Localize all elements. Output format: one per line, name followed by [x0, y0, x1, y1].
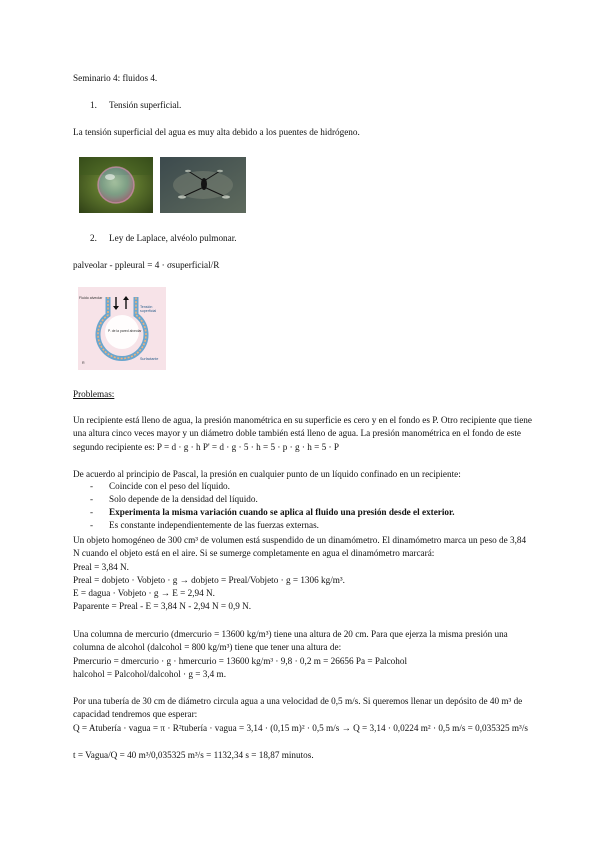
problem1-text: Un recipiente está lleno de agua, la presión manométrica en su superficie es cero y en el fondo es P. Otro recipiente que tiene una altura cinco veces mayor y un diámetro doble también está lleno de agua. La presión manométrica en el fondo de este segundo recipiente es: P = d · g · h P' = d · g · 5 · h = 5 · p · g · h = 5 · P — [73, 415, 532, 452]
problem2-option-4: Es constante independientemente de las fuerzas externas. — [109, 520, 319, 530]
section1-title: Tensión superficial. — [109, 100, 182, 110]
alveolus-diagram — [78, 287, 166, 370]
diagram-label-center: P. de la pared alveolar — [108, 329, 142, 333]
problem2-option-1: Coincide con el peso del líquido. — [109, 481, 230, 491]
problem3-line1: Preal = 3,84 N. — [73, 562, 129, 572]
problem4-line1: Pmercurio = dmercurio · g · hmercurio = 13600 kg/m³ · 9,8 · 0,2 m = 26656 Pa = Palcohol — [73, 656, 408, 666]
problem2-intro: De acuerdo al principio de Pascal, la presión en cualquier punto de un líquido confinado en un recipiente: — [73, 469, 461, 479]
problem5-text: Por una tubería de 30 cm de diámetro circula agua a una velocidad de 0,5 m/s. Si queremos llenar un depósito de 40 m³ de capacidad tendremos que esperar: — [73, 696, 523, 720]
problem4-text: Una columna de mercurio (dmercurio = 13600 kg/m³) tiene una altura de 20 cm. Para que ejerza la misma presión una columna de alcohol (dalcohol = 800 kg/m³) tiene que tener una altura de: — [73, 629, 508, 653]
problem3-line3: E = dagua · Vobjeto · g → E = 2,94 N. — [73, 588, 215, 598]
section2-title: Ley de Laplace, alvéolo pulmonar. — [109, 233, 237, 243]
section2-number: 2. — [90, 233, 97, 243]
problem3-line4: Paparente = Preal - E = 3,84 N - 2,94 N = 0,9 N. — [73, 601, 252, 611]
problem3-text: Un objeto homogéneo de 300 cm³ de volumen está suspendido de un dinamómetro. El dinamómetro marca un peso de 3,84 N cuando el objeto está en el aire. Si se sumerge completamente en agua el dinamómetro marcará: — [73, 535, 527, 559]
diagram-label-left: Fluido alveolar — [79, 296, 103, 300]
section1-number: 1. — [90, 100, 97, 110]
list-bullet: - — [90, 520, 94, 530]
list-bullet: - — [90, 481, 94, 491]
laplace-formula: palveolar - ppleural = 4 · σsuperficial/R — [73, 260, 220, 270]
list-bullet: - — [90, 494, 94, 504]
soap-bubble-photo — [79, 157, 153, 213]
problem5-line2: t = Vagua/Q = 40 m³/0,035325 m³/s = 1132,34 s = 18,87 minutos. — [73, 750, 314, 760]
diagram-label-bottom-right: Surfactante — [140, 357, 159, 361]
problems-heading: Problemas: — [73, 389, 115, 399]
problem2-option-3: Experimenta la misma variación cuando se aplica al fluido una presión desde el exterior. — [109, 507, 455, 517]
problem4-line2: halcohol = Palcohol/dalcohol · g = 3,4 m. — [73, 669, 226, 679]
problem3-line2: Preal = dobjeto · Vobjeto · g → dobjeto = Preal/Vobjeto · g = 1306 kg/m³. — [73, 575, 345, 585]
water-strider-photo — [160, 157, 246, 213]
diagram-label-bottom-left: R — [82, 361, 85, 365]
list-bullet: - — [90, 507, 94, 517]
document-header: Seminario 4: fluidos 4. — [73, 73, 158, 83]
problem5-line1: Q = Atubería · vagua = π · R²tubería · vagua = 3,14 · (0,15 m)² · 0,5 m/s → Q = 3,14 · 0,0224 m² · 0,5 m/s = 0,035325 m³/s — [73, 723, 528, 733]
diagram-label-right: Tensión superficial — [140, 305, 157, 313]
intro-text: La tensión superficial del agua es muy alta debido a los puentes de hidrógeno. — [73, 127, 360, 137]
problem2-option-2: Solo depende de la densidad del líquido. — [109, 494, 258, 504]
